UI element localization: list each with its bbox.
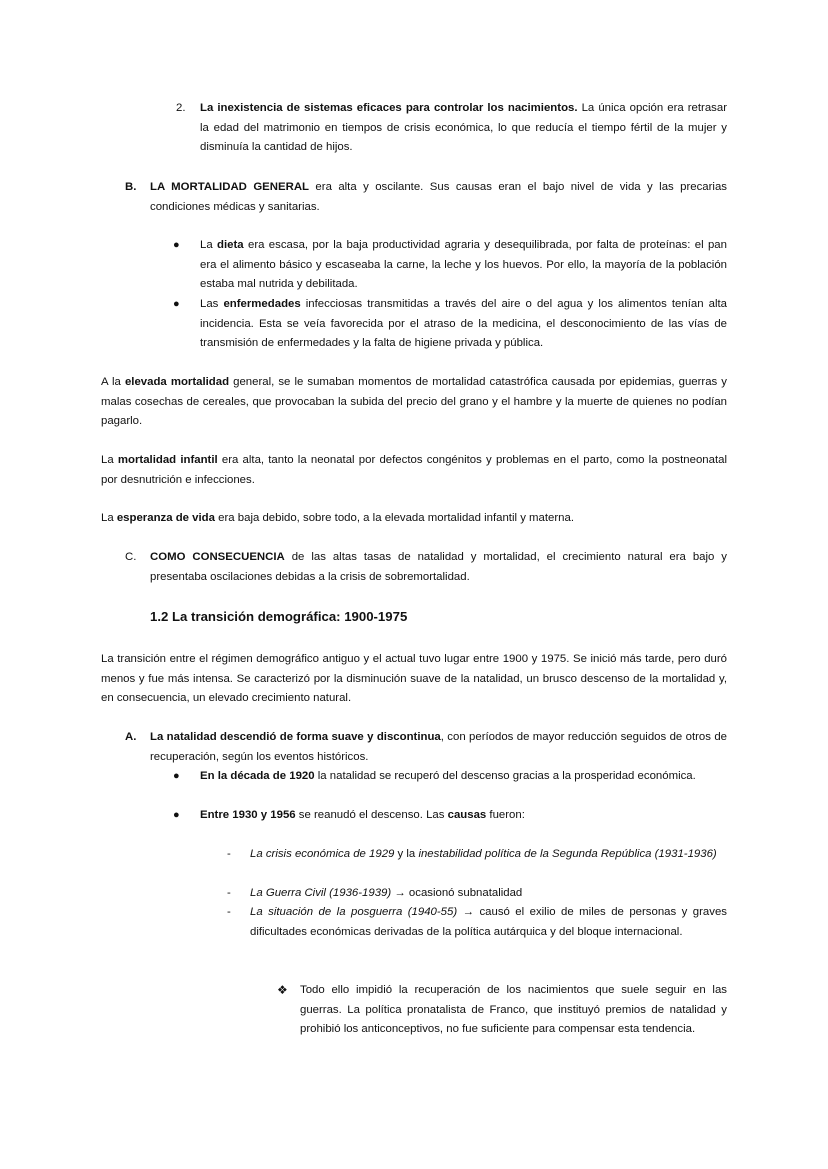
bold-text: La inexistencia de sistemas eficaces para controlar los nacimientos. <box>200 102 578 114</box>
bold-text: dieta <box>217 239 244 251</box>
bullet-decada-1920 <box>200 767 727 787</box>
bold-text: En la década de 1920 <box>200 770 315 782</box>
bold-text: COMO CONSECUENCIA <box>150 551 285 563</box>
body-text: era alta y oscilante. Sus causas eran el bajo nivel de vida y las precarias condiciones médicas y sanitarias. <box>150 181 727 213</box>
bullet-icon: ● <box>173 770 180 782</box>
list-number: 2. <box>176 102 186 114</box>
body-text: era alta, tanto la neonatal por defectos congénitos y problemas en el parto, como la postneonatal por desnutrición e infecciones. <box>101 454 727 486</box>
bullet-enfermedades <box>200 295 727 354</box>
body-text: , con períodos de mayor reducción seguidos de otros de recuperación, según los eventos históricos. <box>150 731 727 763</box>
paragraph-esperanza-vida <box>101 509 727 529</box>
body-text: La única opción era retrasar la edad del matrimonio en tiempos de crisis económica, lo que reducía el tiempo fértil de la mujer y disminuía la cantidad de hijos. <box>200 102 728 153</box>
body-text: fueron: <box>486 809 525 821</box>
body-text: → causó el exilio de miles de personas y graves dificultades económicas derivadas de la política autárquica y del bloque internacional. <box>250 906 727 938</box>
body-text: La <box>101 512 117 524</box>
body-text: La <box>101 454 118 466</box>
bullet-icon: ● <box>173 809 180 821</box>
body-text: A la <box>101 376 125 388</box>
bullet-icon: ● <box>173 298 180 310</box>
section-letter-b: B. <box>125 181 137 193</box>
bold-text: esperanza de vida <box>116 512 215 524</box>
body-text: de las altas tasas de natalidad y mortalidad, el crecimiento natural era bajo y presentaba oscilaciones debidas a la crisis de sobremortalidad. <box>150 551 727 583</box>
bold-text: mortalidad infantil <box>117 454 218 466</box>
paragraph-mortalidad-general <box>150 178 727 217</box>
dash-item-crisis <box>250 845 727 865</box>
bold-text: Entre 1930 y 1956 <box>200 809 296 821</box>
paragraph-consecuencia <box>150 548 727 587</box>
dash-icon: - <box>227 848 231 860</box>
dash-item-posguerra <box>250 903 727 942</box>
body-text: y la <box>394 848 419 860</box>
bullet-1930-1956 <box>200 806 727 826</box>
body-text: → ocasionó subnatalidad <box>391 887 523 899</box>
bullet-icon: ● <box>173 239 180 251</box>
body-text: Las <box>200 298 224 310</box>
italic-text: La Guerra Civil (1936-1939) <box>250 887 392 899</box>
body-text: era escasa, por la baja productividad agraria y desequilibrada, por falta de proteínas: el pan era el alimento básico y escaseaba la carne, la leche y los huevos. Por ello, la mayoría de la población estaba mal nutrida y debilitada. <box>200 239 727 290</box>
italic-text: inestabilidad política de la Segunda República (1931-1936) <box>418 848 717 860</box>
paragraph-elevada-mortalidad <box>101 373 727 432</box>
body-text: la natalidad se recuperó del descenso gracias a la prosperidad económica. <box>314 770 696 782</box>
body-text: se reanudó el descenso. Las <box>295 809 448 821</box>
section-heading: 1.2 La transición demográfica: 1900-1975 <box>150 609 408 624</box>
body-text: La <box>200 239 218 251</box>
bold-text: LA MORTALIDAD GENERAL <box>150 181 310 193</box>
paragraph-natalidad <box>150 728 727 767</box>
italic-text: La situación de la posguerra (1940-55) <box>250 906 458 918</box>
paragraph-anticoncepcion <box>200 99 727 158</box>
dash-icon: - <box>227 887 231 899</box>
section-letter-c: C. <box>125 551 137 563</box>
paragraph-mortalidad-infantil <box>101 451 727 490</box>
italic-text: La crisis económica de 1929 <box>250 848 395 860</box>
bold-text: La natalidad descendió de forma suave y discontinua <box>150 731 441 743</box>
bold-text: elevada mortalidad <box>124 376 230 388</box>
bold-text: enfermedades <box>223 298 301 310</box>
paragraph-transicion: La transición entre el régimen demográfico antiguo y el actual tuvo lugar entre 1900 y 1975. Se inició más tarde, pero duró menos y fue más intensa. Se caracterizó por la disminución suave de la natalidad, un brusco descenso de la mortalidad y, en consecuencia, un elevado crecimiento natural. <box>101 653 727 704</box>
section-letter-a: A. <box>125 731 137 743</box>
dash-item-guerra <box>250 884 727 904</box>
body-text: general, se le sumaban momentos de mortalidad catastrófica causada por epidemias, guerras y malas cosechas de cereales, que provocaban la subida del precio del grano y el hambre y la muerte de quienes no podían pagarlo. <box>101 376 727 427</box>
body-text: era baja debido, sobre todo, a la elevada mortalidad infantil y materna. <box>214 512 575 524</box>
diamond-bullet-icon: ❖ <box>277 983 288 997</box>
paragraph-conclusion: Todo ello impidió la recuperación de los nacimientos que suele seguir en las guerras. La política pronatalista de Franco, que instituyó premios de natalidad y prohibió los anticonceptivos, no fue suficiente para compensar esta tendencia. <box>300 984 727 1035</box>
body-text: infecciosas transmitidas a través del aire o del agua y los alimentos tenían alta incidencia. Esta se veía favorecida por el atraso de la medicina, el desconocimiento de las vías de transmisión de enfermedades y la falta de higiene privada y pública. <box>200 298 727 349</box>
bullet-dieta <box>200 236 727 295</box>
bold-text: causas <box>447 809 487 821</box>
dash-icon: - <box>227 906 231 918</box>
